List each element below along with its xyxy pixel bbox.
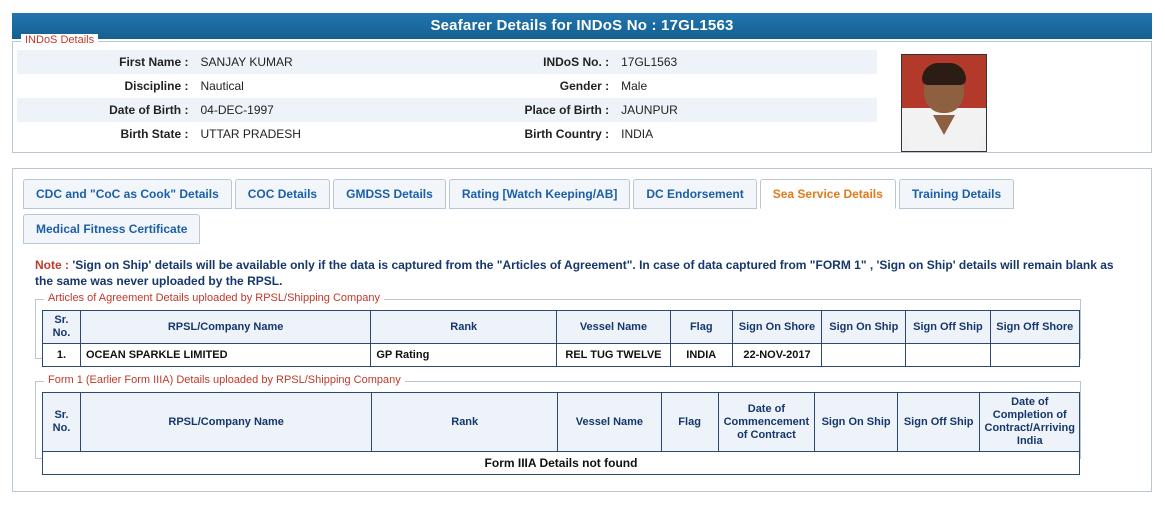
cell-vessel-name: REL TUG TWELVE	[557, 344, 671, 367]
date-of-birth-label: Date of Birth :	[17, 98, 194, 122]
table-header-row	[43, 393, 1080, 452]
tab-rating-watch-keeping-ab[interactable]: Rating [Watch Keeping/AB]	[449, 179, 631, 209]
gender-label: Gender :	[456, 74, 615, 98]
cell-sign-off-ship	[906, 344, 990, 367]
cell-sign-on-shore: 22-NOV-2017	[732, 344, 821, 367]
tab-coc-details[interactable]: COC Details	[235, 179, 330, 209]
discipline-label: Discipline :	[17, 74, 194, 98]
tab-cdc-coc-as-cook-details[interactable]: CDC and "CoC as Cook" Details	[23, 179, 232, 209]
column-header-sign-on-ship: Sign On Ship	[815, 393, 898, 452]
indos-details-legend: INDoS Details	[21, 34, 98, 46]
cell-company-name: OCEAN SPARKLE LIMITED	[80, 344, 370, 367]
column-header-sr-no: Sr. No.	[43, 393, 81, 452]
cell-rank: GP Rating	[371, 344, 557, 367]
column-header-flag: Flag	[661, 393, 718, 452]
indos-no-label: INDoS No. :	[456, 50, 615, 74]
form1-details-legend: Form 1 (Earlier Form IIIA) Details uploaded by RPSL/Shipping Company	[44, 374, 405, 386]
column-header-date-of-commencement: Date of Commencement of Contract	[718, 393, 815, 452]
indos-details-table	[17, 50, 877, 146]
table-row	[17, 98, 877, 122]
column-header-vessel-name: Vessel Name	[557, 311, 671, 344]
note-keyword: Note :	[35, 258, 69, 272]
column-header-sr-no: Sr. No.	[43, 311, 81, 344]
table-row	[17, 122, 877, 146]
place-of-birth-label: Place of Birth :	[456, 98, 615, 122]
column-header-sign-off-ship: Sign Off Ship	[906, 311, 990, 344]
column-header-flag: Flag	[670, 311, 732, 344]
column-header-company-name: RPSL/Company Name	[80, 311, 370, 344]
place-of-birth-value: JAUNPUR	[615, 98, 877, 122]
details-tabs-panel	[12, 168, 1152, 492]
table-row	[43, 344, 1080, 367]
page-title: Seafarer Details for INDoS No : 17GL1563	[12, 13, 1152, 39]
table-row	[43, 452, 1080, 475]
gender-value: Male	[615, 74, 877, 98]
column-header-date-of-completion: Date of Completion of Contract/Arriving India	[980, 393, 1080, 452]
cell-sign-on-ship	[822, 344, 906, 367]
indos-no-value: 17GL1563	[615, 50, 877, 74]
cell-flag: INDIA	[670, 344, 732, 367]
tab-gmdss-details[interactable]: GMDSS Details	[333, 179, 446, 209]
column-header-sign-on-shore: Sign On Shore	[732, 311, 821, 344]
form1-details-section	[35, 374, 1081, 470]
seafarer-photo	[901, 54, 987, 152]
column-header-sign-off-ship: Sign Off Ship	[897, 393, 980, 452]
birth-state-label: Birth State :	[17, 122, 194, 146]
column-header-sign-off-shore: Sign Off Shore	[990, 311, 1079, 344]
column-header-rank: Rank	[371, 311, 557, 344]
date-of-birth-value: 04-DEC-1997	[194, 98, 456, 122]
first-name-label: First Name :	[17, 50, 194, 74]
photo-hair	[922, 63, 966, 85]
column-header-vessel-name: Vessel Name	[558, 393, 662, 452]
birth-country-value: INDIA	[615, 122, 877, 146]
tab-sea-service-details[interactable]: Sea Service Details	[760, 179, 896, 209]
column-header-rank: Rank	[372, 393, 558, 452]
tab-strip	[23, 179, 1138, 249]
first-name-value: SANJAY KUMAR	[194, 50, 456, 74]
form1-details-table	[42, 392, 1080, 475]
cell-sign-off-shore	[990, 344, 1079, 367]
articles-of-agreement-section	[35, 292, 1081, 361]
tab-medical-fitness-certificate[interactable]: Medical Fitness Certificate	[23, 214, 200, 244]
form1-empty-message: Form IIIA Details not found	[43, 452, 1080, 475]
cell-sr-no: 1.	[43, 344, 81, 367]
table-header-row	[43, 311, 1080, 344]
note-text: 'Sign on Ship' details will be available only if the data is captured from the "Articles of Agreement". In case of data captured from "FORM 1" , 'Sign on Ship' details will remain blank as the same was never uploaded by the RPSL.	[35, 258, 1114, 288]
column-header-company-name: RPSL/Company Name	[81, 393, 372, 452]
sign-on-ship-note	[35, 257, 1120, 289]
indos-details-panel	[12, 34, 1152, 153]
tab-dc-endorsement[interactable]: DC Endorsement	[633, 179, 756, 209]
tab-training-details[interactable]: Training Details	[899, 179, 1014, 209]
column-header-sign-on-ship: Sign On Ship	[822, 311, 906, 344]
birth-state-value: UTTAR PRADESH	[194, 122, 456, 146]
articles-of-agreement-legend: Articles of Agreement Details uploaded by RPSL/Shipping Company	[44, 292, 384, 304]
articles-of-agreement-table	[42, 310, 1080, 367]
table-row	[17, 74, 877, 98]
birth-country-label: Birth Country :	[456, 122, 615, 146]
discipline-value: Nautical	[194, 74, 456, 98]
table-row	[17, 50, 877, 74]
